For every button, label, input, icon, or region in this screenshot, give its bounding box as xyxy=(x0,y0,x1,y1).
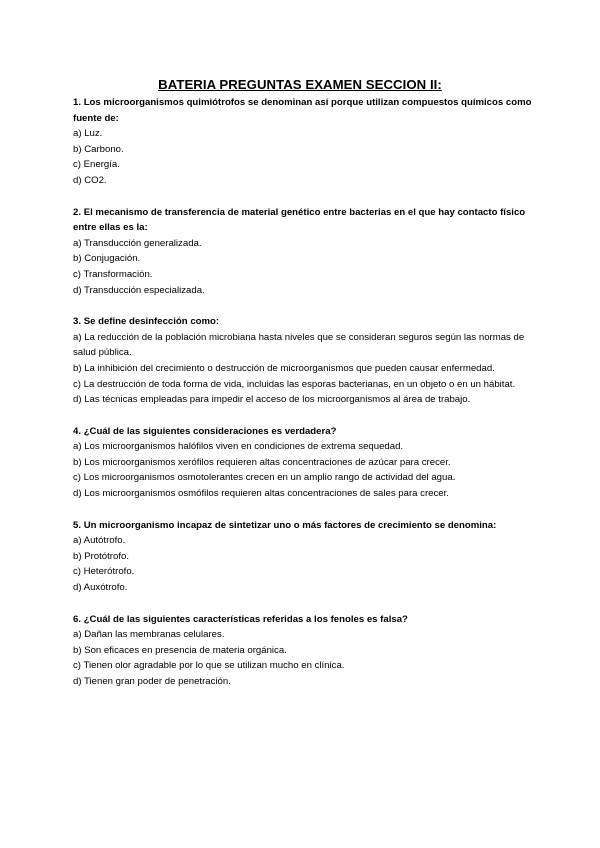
option-b: b) La inhibición del crecimiento o destrucción de microorganismos que pueden causar enfermedad. xyxy=(73,362,495,374)
option-d: d) Los microorganismos osmófilos requieren altas concentraciones de sales para crecer. xyxy=(73,488,449,500)
question-text xyxy=(73,518,535,534)
question-statement: Se define desinfección como: xyxy=(83,316,220,328)
option-c: c) Tienen olor agradable por lo que se utilizan mucho en clínica. xyxy=(73,660,345,672)
question-statement: Los microorganismos quimiótrofos se denominan así porque utilizan compuestos químicos como fuente de: xyxy=(73,97,532,124)
question-statement: El mecanismo de transferencia de material genético entre bacterias en el que hay contacto físico entre ellas es la: xyxy=(73,206,526,234)
option-b: b) Son eficaces en presencia de materia orgánica. xyxy=(73,644,287,656)
question-text xyxy=(73,314,535,330)
option-d: d) CO2. xyxy=(73,174,107,186)
option-a: a) Luz. xyxy=(73,128,103,140)
option-a: a) Los microorganismos halófilos viven en condiciones de extrema sequedad. xyxy=(73,441,404,453)
option-d: d) Tienen gran poder de penetración. xyxy=(73,676,231,687)
question-list xyxy=(73,95,535,706)
question-2 xyxy=(73,205,535,299)
question-number: 1. xyxy=(73,97,82,108)
question-4 xyxy=(73,424,535,502)
question-text xyxy=(73,612,535,628)
question-5 xyxy=(73,518,535,596)
question-statement: ¿Cuál de las siguientes consideraciones es verdadera? xyxy=(83,425,337,437)
option-c: c) Transformación. xyxy=(73,268,153,280)
question-number: 4. xyxy=(73,425,82,437)
option-d: d) Auxótrofo. xyxy=(73,582,128,594)
question-number: 6. xyxy=(73,613,82,625)
question-text xyxy=(73,424,535,440)
question-number: 2. xyxy=(73,206,82,218)
question-statement: ¿Cuál de las siguientes características referidas a los fenoles es falsa? xyxy=(83,613,408,625)
option-c: c) La destrucción de toda forma de vida, incluidas las esporas bacterianas, en un objeto o en un hábitat. xyxy=(73,378,516,390)
question-6 xyxy=(73,612,535,690)
option-b: b) Los microorganismos xerófilos requieren altas concentraciones de azúcar para crecer. xyxy=(73,456,451,468)
option-c: c) Heterótrofo. xyxy=(73,566,135,578)
question-statement: Un microorganismo incapaz de sintetizar uno o más factores de crecimiento se denomina: xyxy=(83,519,497,531)
question-text xyxy=(73,95,535,126)
option-a: a) Autótrofo. xyxy=(73,535,126,547)
option-c: c) Energía. xyxy=(73,159,120,171)
question-text xyxy=(73,205,535,236)
option-b: b) Protótrofo. xyxy=(73,550,129,562)
option-a: a) Dañan las membranas celulares. xyxy=(73,629,225,641)
question-number: 5. xyxy=(73,519,82,531)
option-b: b) Conjugación. xyxy=(73,253,141,265)
document-title: BATERIA PREGUNTAS EXAMEN SECCION II: xyxy=(158,77,442,92)
option-d: d) Transducción especializada. xyxy=(73,284,205,296)
question-number: 3. xyxy=(73,316,82,328)
option-a: a) Transducción generalizada. xyxy=(73,237,202,249)
option-a: a) La reducción de la población microbiana hasta niveles que se consideran seguros según las normas de salud pública. xyxy=(73,331,525,359)
option-c: c) Los microorganismos osmotolerantes crecen en un amplio rango de actividad del agua. xyxy=(73,472,456,484)
option-b: b) Carbono. xyxy=(73,143,124,155)
question-3 xyxy=(73,314,535,408)
option-d: d) Las técnicas empleadas para impedir el acceso de los microorganismos al área de trabajo. xyxy=(73,394,471,406)
question-1 xyxy=(73,95,535,189)
